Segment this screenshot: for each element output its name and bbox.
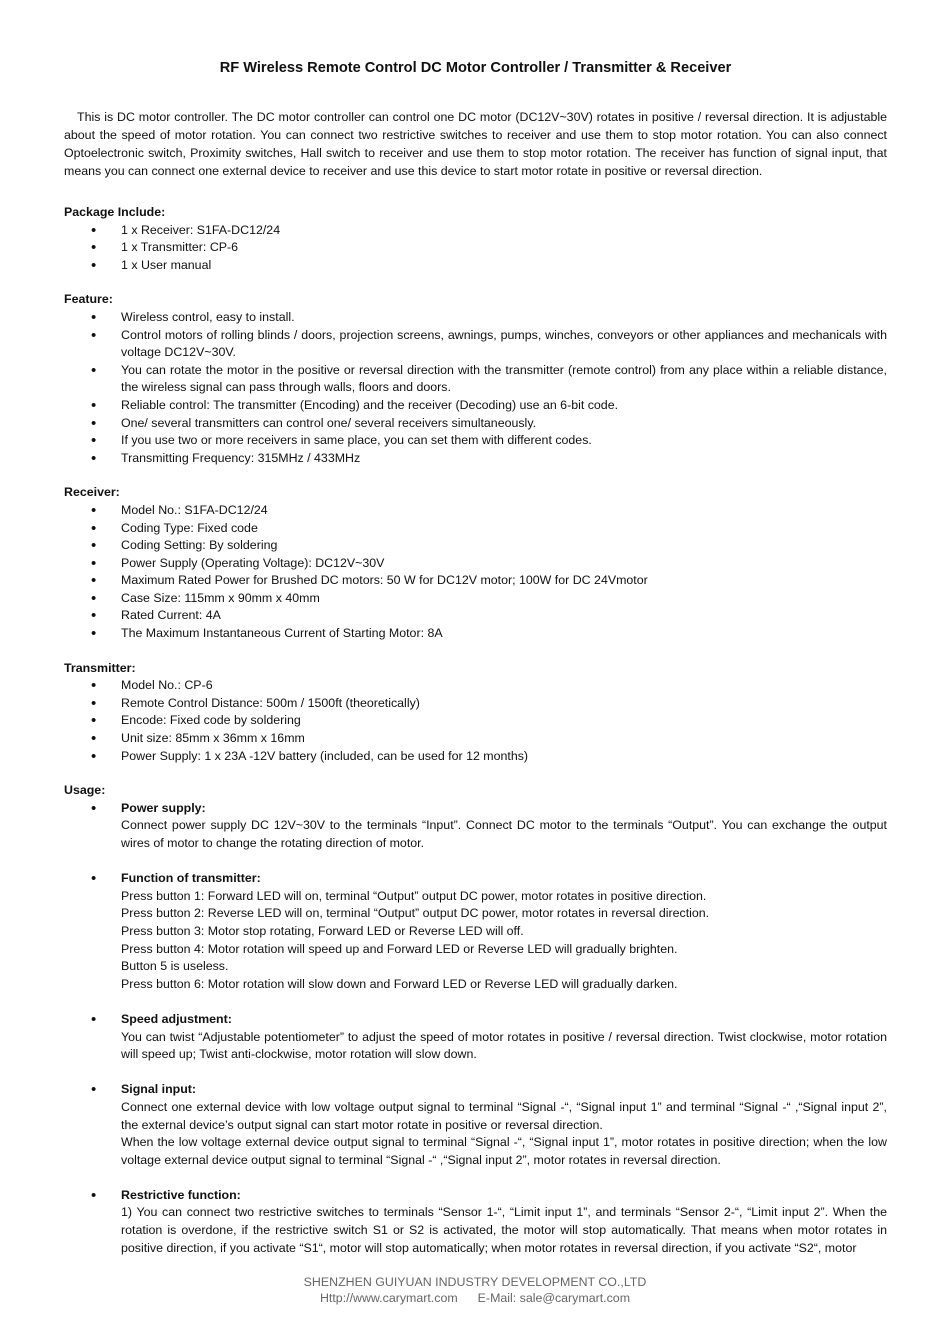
usage-power-supply [64,800,887,853]
document-title: RF Wireless Remote Control DC Motor Controller / Transmitter & Receiver [219,60,732,76]
feature-heading: Feature: [64,292,113,307]
list-item: • Unit size: 85mm x 36mm x 16mm [64,730,887,748]
list-item: • Transmitting Frequency: 315MHz / 433MHz [64,450,887,468]
list-item: • Encode: Fixed code by soldering [64,712,887,730]
usage-text: Button 5 is useless. [121,959,229,974]
list-item: • 1 x Transmitter: CP-6 [64,239,887,257]
intro-paragraph: This is DC motor controller. The DC motor controller can control one DC motor (DC12V~30V) rotates in positive / reversal direction. It is adjustable about the speed of motor rotation. You can connect two restrictive switches to receiver and use them to stop motor rotation. You can also connect Optoelectronic switch, Proximity switches, Hall switch to receiver and use them to stop motor rotation. The receiver has function of signal input, that means you can connect one external device to receiver and use this device to start motor rotate in positive or reversal direction. [64,110,887,178]
list-item: • Maximum Rated Power for Brushed DC motors: 50 W for DC12V motor; 100W for DC 24Vmotor [64,572,887,590]
usage-heading: Usage: [64,783,106,798]
usage-text: 1) You can connect two restrictive switches to terminals “Sensor 1-“, “Limit input 1”, and terminals “Sensor 2-“, “Limit input 2”. When the rotation is overdone, if the restrictive switch S1 or S2 is activated, the motor will stop automatically. That means when motor rotates in positive direction, if you activate “S1“, motor will stop automatically; when motor rotates in reversal direction, if you activate “S2“, motor [121,1205,887,1255]
usage-subheading: • Restrictive function: [121,1187,241,1202]
footer-email-link[interactable]: E-Mail: sale@carymart.com [477,1291,631,1305]
usage-text: Press button 6: Motor rotation will slow down and Forward LED or Reverse LED will gradually darken. [121,976,678,991]
usage-restrictive-function [64,1187,887,1257]
receiver-list [64,502,887,643]
list-item: • You can rotate the motor in the positive or reversal direction with the transmitter (remote control) from any place within a reliable distance, the wireless signal can pass through walls, floors and doors. [64,362,887,397]
usage-subheading: • Power supply: [121,800,206,815]
transmitter-list [64,677,887,765]
usage-function-of-transmitter [64,870,887,993]
usage-text: Connect power supply DC 12V~30V to the terminals “Input”. Connect DC motor to the terminals “Output”. You can exchange the output wires of motor to change the rotating direction of motor. [121,818,887,850]
usage-text: Press button 4: Motor rotation will speed up and Forward LED or Reverse LED will gradually brighten. [121,941,678,956]
transmitter-heading: Transmitter: [64,660,136,675]
list-item: • The Maximum Instantaneous Current of Starting Motor: 8A [64,625,887,643]
usage-text: Press button 3: Motor stop rotating, Forward LED or Reverse LED will off. [121,923,524,938]
list-item: • Case Size: 115mm x 90mm x 40mm [64,590,887,608]
usage-speed-adjustment [64,1011,887,1064]
page-footer [0,1274,950,1306]
list-item: • Wireless control, easy to install. [64,309,887,327]
usage-list [64,800,887,1257]
usage-text: You can twist “Adjustable potentiometer” to adjust the speed of motor rotates in positive / reversal direction. Twist clockwise, motor rotation will speed up; Twist anti-clockwise, motor rotation will slow down. [121,1029,887,1062]
list-item: • Power Supply (Operating Voltage): DC12V~30V [64,555,887,573]
footer-website-link[interactable]: Http://www.carymart.com [319,1291,458,1305]
usage-subheading: • Signal input: [121,1082,197,1097]
list-item: • Power Supply: 1 x 23A -12V battery (included, can be used for 12 months) [64,748,887,766]
package-list [64,222,887,275]
receiver-heading: Receiver: [64,485,120,500]
list-item: • Rated Current: 4A [64,607,887,625]
list-item: • Coding Setting: By soldering [64,537,887,555]
usage-signal-input [64,1081,887,1169]
usage-text: Connect one external device with low voltage output signal to terminal “Signal -“, “Signal input 1” and terminal “Signal -“ ,“Signal input 2”, the external device’s output signal can start motor rotate in positive or reversal direction. [121,1099,887,1132]
usage-subheading: • Function of transmitter: [121,871,261,886]
list-item: • Model No.: CP-6 [64,677,887,695]
list-item: • 1 x Receiver: S1FA-DC12/24 [64,222,887,240]
document-page [64,58,887,1257]
package-heading: Package Include: [64,205,166,219]
list-item: • Coding Type: Fixed code [64,520,887,538]
footer-company: SHENZHEN GUIYUAN INDUSTRY DEVELOPMENT CO.,LTD [303,1275,647,1289]
list-item: • One/ several transmitters can control one/ several receivers simultaneously. [64,415,887,433]
list-item: • Control motors of rolling blinds / doors, projection screens, awnings, pumps, winches, conveyors or other appliances and mechanicals with voltage DC12V~30V. [64,327,887,362]
footer-contact [0,1290,950,1306]
list-item: • Reliable control: The transmitter (Encoding) and the receiver (Decoding) use an 6-bit code. [64,397,887,415]
list-item: • Model No.: S1FA-DC12/24 [64,502,887,520]
list-item: • If you use two or more receivers in same place, you can set them with different codes. [64,432,887,450]
usage-subheading: • Speed adjustment: [121,1011,232,1026]
usage-text: Press button 2: Reverse LED will on, terminal “Output” output DC power, motor rotates in reversal direction. [121,906,710,921]
usage-text: When the low voltage external device output signal to terminal “Signal -“, “Signal input 1”, motor rotates in positive direction; when the low voltage external device output signal to terminal “Signal -“ ,“Signal input 2”, motor rotates in reversal direction. [121,1135,887,1167]
list-item: • 1 x User manual [64,257,887,275]
list-item: • Remote Control Distance: 500m / 1500ft (theoretically) [64,695,887,713]
feature-list [64,309,887,467]
usage-text: Press button 1: Forward LED will on, terminal “Output” output DC power, motor rotates in positive direction. [121,888,707,903]
